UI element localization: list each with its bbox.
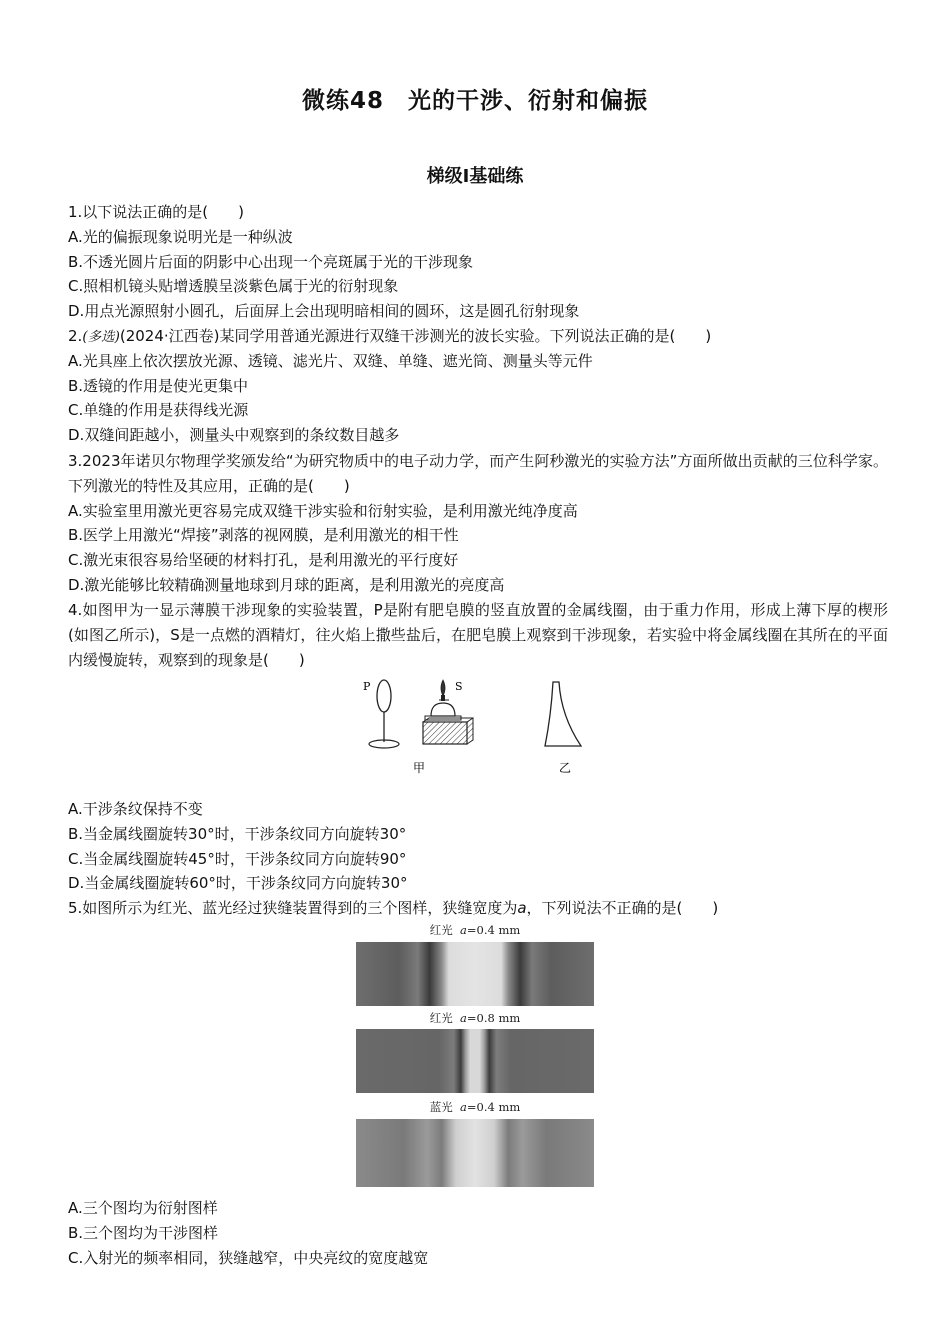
option-b: B.三个图均为干涉图样 (68, 1223, 219, 1242)
question-5-options (68, 1196, 888, 1270)
option-d: D.双缝间距越小，测量头中观察到的条纹数目越多 (68, 426, 400, 445)
option-a: A.干涉条纹保持不变 (68, 800, 203, 818)
pattern-caption-1: 红光 a=0.4 mm (429, 923, 521, 937)
option-b: B.当金属线圈旋转30°时，干涉条纹同方向旋转30° (68, 824, 407, 843)
label-p: P (363, 680, 371, 693)
thin-film-apparatus-figure (355, 676, 605, 780)
option-c: C.单缝的作用是获得线光源 (68, 401, 249, 420)
page-title: 微练48 光的干涉、衍射和偏振 (301, 88, 648, 114)
question-text-end: ，下列说法不正确的是( ) (526, 899, 719, 917)
option-d: D.用点光源照射小圆孔，后面屏上会出现明暗相间的圆环，这是圆孔衍射现象 (68, 302, 580, 321)
pattern-caption-2: 红光 a=0.8 mm (429, 1011, 521, 1025)
question-1 (68, 200, 888, 324)
diffraction-pattern-red-wide (356, 1029, 594, 1093)
option-a: A.光具座上依次摆放光源、透镜、滤光片、双缝、单缝、遮光筒、测量头等元件 (68, 351, 593, 370)
multi-choice-tag: (多选) (82, 329, 120, 345)
question-stem: 3.2023年诺贝尔物理学奖颁发给“为研究物质中的电子动力学，而产生阿秒激光的实验方法”方面所做出贡献的三位科学家。下列激光的特性及其应用，正确的是( ) (68, 452, 888, 495)
option-c: C.照相机镜头贴增透膜呈淡紫色属于光的衍射现象 (68, 277, 399, 296)
question-stem: 1.以下说法正确的是( ) (68, 203, 245, 221)
option-a: A.三个图均为衍射图样 (68, 1199, 218, 1217)
pattern-caption-3: 蓝光 a=0.4 mm (429, 1100, 521, 1114)
question-4-options (68, 797, 888, 896)
option-d: D.当金属线圈旋转60°时，干涉条纹同方向旋转30° (68, 874, 408, 893)
option-b: B.透镜的作用是使光更集中 (68, 376, 249, 395)
option-c: C.当金属线圈旋转45°时，干涉条纹同方向旋转90° (68, 849, 407, 868)
label-s: S (455, 680, 463, 693)
question-text: 5.如图所示为红光、蓝光经过狭缝装置得到的三个图样，狭缝宽度为 (68, 899, 518, 917)
question-text: (2024·江西卷)某同学用普通光源进行双缝干涉测光的波长实验。下列说法正确的是( ) (119, 327, 712, 345)
option-a: A.实验室里用激光更容易完成双缝干涉实验和衍射实验，是利用激光纯净度高 (68, 501, 578, 520)
lamp-body-icon (431, 703, 455, 716)
question-stem (68, 324, 888, 349)
option-c: C.入射光的频率相同，狭缝越窄，中央亮纹的宽度越宽 (68, 1248, 429, 1267)
question-2 (68, 324, 888, 448)
caption-yi: 乙 (559, 761, 572, 775)
diffraction-pattern-blue-narrow (356, 1119, 594, 1187)
option-a: A.光的偏振现象说明光是一种纵波 (68, 227, 293, 246)
question-4 (68, 598, 888, 672)
wedge-film-icon (545, 682, 581, 746)
option-b: B.医学上用激光“焊接”剥落的视网膜，是利用激光的相干性 (68, 526, 459, 545)
option-c: C.激光束很容易给坚硬的材料打孔，是利用激光的平行度好 (68, 551, 459, 570)
wire-loop-icon (377, 680, 391, 712)
caption-jia: 甲 (413, 761, 426, 775)
question-5 (68, 896, 888, 921)
question-stem (68, 896, 888, 921)
question-3 (68, 449, 888, 598)
question-stem: 4.如图甲为一显示薄膜干涉现象的实验装置，P是附有肥皂膜的竖直放置的金属线圈，由于重力作用，形成上薄下厚的楔形(如图乙所示)，S是一点燃的酒精灯，往火焰上撒些盐后，在肥皂膜上观察到干涉现象，若实验中将金属线圈在其所在的平面内缓慢旋转，观察到的现象是( ) (68, 601, 888, 669)
flame-icon (441, 680, 445, 696)
option-d: D.激光能够比较精确测量地球到月球的距离，是利用激光的亮度高 (68, 575, 505, 594)
option-b: B.不透光圆片后面的阴影中心出现一个亮斑属于光的干涉现象 (68, 252, 474, 271)
diffraction-pattern-red-narrow (356, 942, 594, 1006)
wood-block-icon (423, 722, 467, 744)
variable-a: a (517, 899, 527, 917)
question-number: 2. (68, 327, 83, 345)
section-heading: 梯级Ⅰ基础练 (426, 166, 524, 187)
